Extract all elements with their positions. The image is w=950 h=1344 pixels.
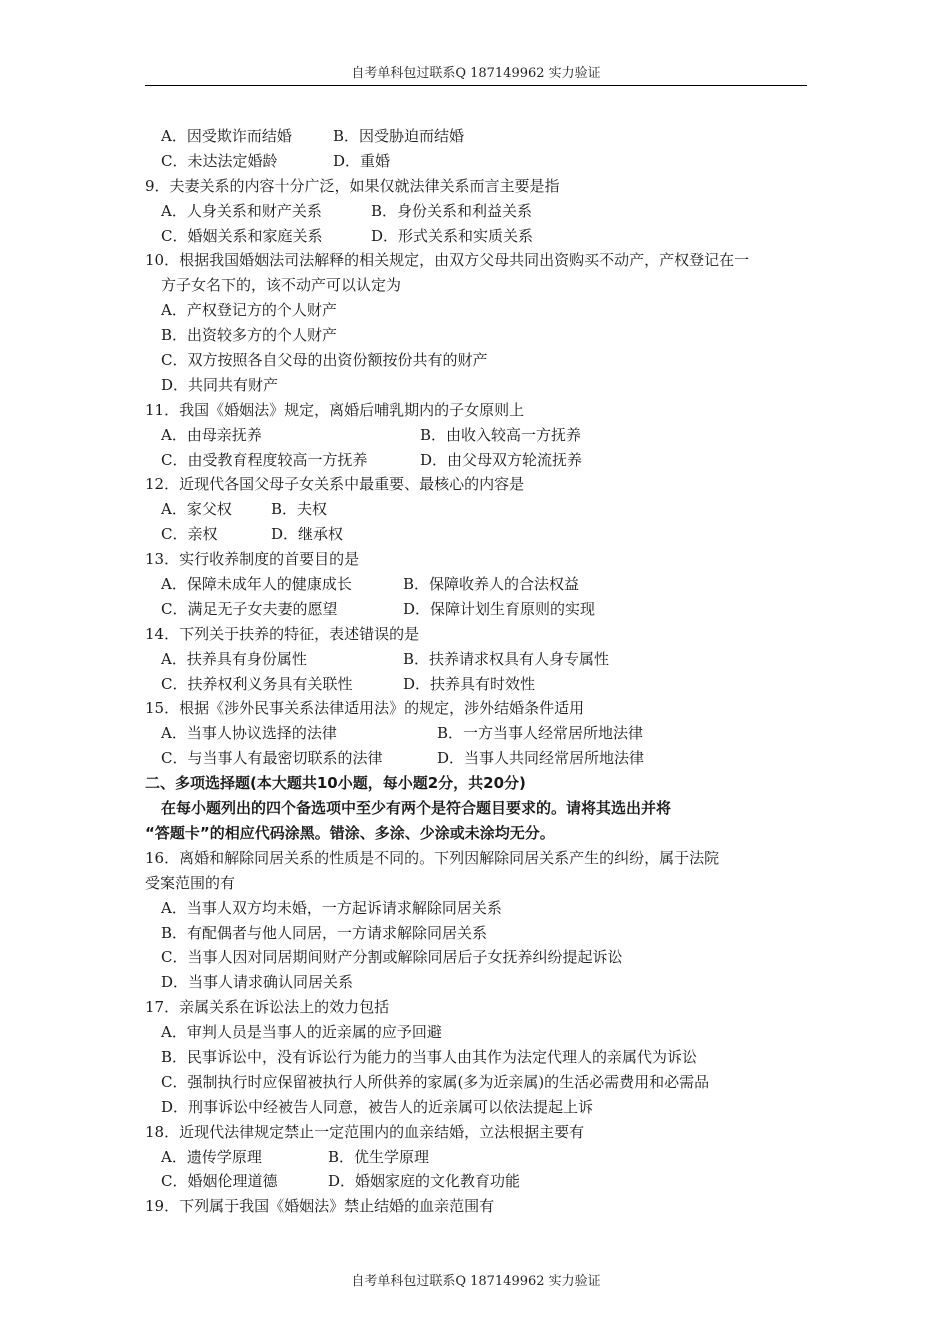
option-d: D．当事人请求确认同居关系 [161,973,354,992]
option-c: C．满足无子女夫妻的愿望 [161,599,338,618]
option-c: C．婚姻关系和家庭关系 [161,226,323,245]
option-a: A．审判人员是当事人的近亲属的应予回避 [161,1023,442,1042]
option-c: C．亲权 [161,525,218,544]
option-row [145,522,810,547]
option-b: B．出资较多方的个人财产 [161,326,338,345]
option-a: A．产权登记方的个人财产 [161,301,337,320]
option-a: A．扶养具有身份属性 [161,649,307,668]
section-instructions-continued: “答题卡”的相应代码涂黑。错涂、多涂、少涂或未涂均无分。 [145,823,555,842]
option-row [145,448,810,473]
question-14: 14．下列关于扶养的特征，表述错误的是 [145,624,420,643]
option-b: B．民事诉讼中，没有诉讼行为能力的当事人由其作为法定代理人的亲属代为诉讼 [161,1047,698,1066]
option-c: C．当事人因对同居期间财产分割或解除同居后子女抚养纠纷提起诉讼 [161,948,623,967]
option-a: A．当事人协议选择的法律 [161,724,337,743]
question-12: 12．近现代各国父母子女关系中最重要、最核心的内容是 [145,475,525,494]
page-footer: 自考单科包过联系Q 187149962 实力验证 [351,1274,601,1289]
option-b: B．优生学原理 [328,1147,430,1166]
option-row [145,647,810,672]
option-a: A．当事人双方均未婚，一方起诉请求解除同居关系 [161,898,502,917]
option-d: D．重婚 [333,151,391,170]
option-row [145,597,810,622]
option-b: B．身份关系和利益关系 [371,201,533,220]
question-9: 9．夫妻关系的内容十分广泛，如果仅就法律关系而言主要是指 [145,176,560,195]
option-row [145,746,810,771]
option-d: D．形式关系和实质关系 [371,226,534,245]
option-row [145,497,810,522]
option-b: B．有配偶者与他人同居，一方请求解除同居关系 [161,923,488,942]
question-16: 16．离婚和解除同居关系的性质是不同的。下列因解除同居关系产生的纠纷，属于法院 [145,848,720,867]
option-d: D．共同共有财产 [161,375,279,394]
question-10-continued: 方子女名下的，该不动产可以认定为 [161,276,402,295]
option-a: A．因受欺诈而结婚 [161,127,292,145]
question-18: 18．近现代法律规定禁止一定范围内的血亲结婚，立法根据主要有 [145,1122,585,1141]
page-header: 自考单科包过联系Q 187149962 实力验证 [145,62,807,86]
option-a: A．家父权 [161,500,232,519]
option-c: C．强制执行时应保留被执行人所供养的家属(多为近亲属)的生活必需费用和必需品 [161,1072,710,1091]
question-13: 13．实行收养制度的首要目的是 [145,550,360,569]
option-a: A．遗传学原理 [161,1147,262,1166]
option-d: D．扶养具有时效性 [403,674,536,693]
option-row [145,672,810,697]
option-c: C．婚姻伦理道德 [161,1172,278,1191]
option-a: A．人身关系和财产关系 [161,201,322,220]
option-d: D．由父母双方轮流抚养 [420,450,583,469]
option-a: A．保障未成年人的健康成长 [161,575,352,594]
option-row [145,423,810,448]
option-b: B．因受胁迫而结婚 [333,127,465,145]
option-c: C．扶养权利义务具有关联性 [161,674,353,693]
option-row [145,149,810,174]
option-b: B．夫权 [271,500,328,519]
option-d: D．当事人共同经常居所地法律 [437,749,645,768]
option-b: B．由收入较高一方抚养 [420,425,582,444]
option-row [145,1145,810,1170]
option-d: D．继承权 [271,525,344,544]
option-row [145,224,810,249]
question-15: 15．根据《涉外民事关系法律适用法》的规定，涉外结婚条件适用 [145,699,585,718]
question-10: 10．根据我国婚姻法司法解释的相关规定，由双方父母共同出资购买不动产，产权登记在一 [145,251,750,270]
question-16-continued: 受案范围的有 [145,873,236,892]
document-body [145,124,810,1219]
option-a: A．由母亲抚养 [161,425,262,444]
option-d: D．婚姻家庭的文化教育功能 [328,1172,521,1191]
question-19: 19．下列属于我国《婚姻法》禁止结婚的血亲范围有 [145,1197,495,1216]
option-row [145,1169,810,1194]
option-row [145,721,810,746]
section-instructions: 在每小题列出的四个备选项中至少有两个是符合题目要求的。请将其选出并将 [161,799,672,818]
option-row [145,199,810,224]
question-11: 11．我国《婚姻法》规定，离婚后哺乳期内的子女原则上 [145,400,525,419]
option-b: B．扶养请求权具有人身专属性 [403,649,610,668]
option-d: D．保障计划生育原则的实现 [403,599,596,618]
option-b: B．保障收养人的合法权益 [403,575,580,594]
option-b: B．一方当事人经常居所地法律 [437,724,644,743]
option-row [145,572,810,597]
option-c: C．与当事人有最密切联系的法律 [161,749,383,768]
section-heading: 二、多项选择题(本大题共10小题，每小题2分，共20分) [145,774,526,793]
option-row [145,124,810,149]
option-c: C．未达法定婚龄 [161,151,278,170]
question-17: 17．亲属关系在诉讼法上的效力包括 [145,998,390,1017]
option-c: C．由受教育程度较高一方抚养 [161,450,368,469]
option-d: D．刑事诉讼中经被告人同意，被告人的近亲属可以依法提起上诉 [161,1097,594,1116]
option-c: C．双方按照各自父母的出资份额按份共有的财产 [161,351,488,370]
